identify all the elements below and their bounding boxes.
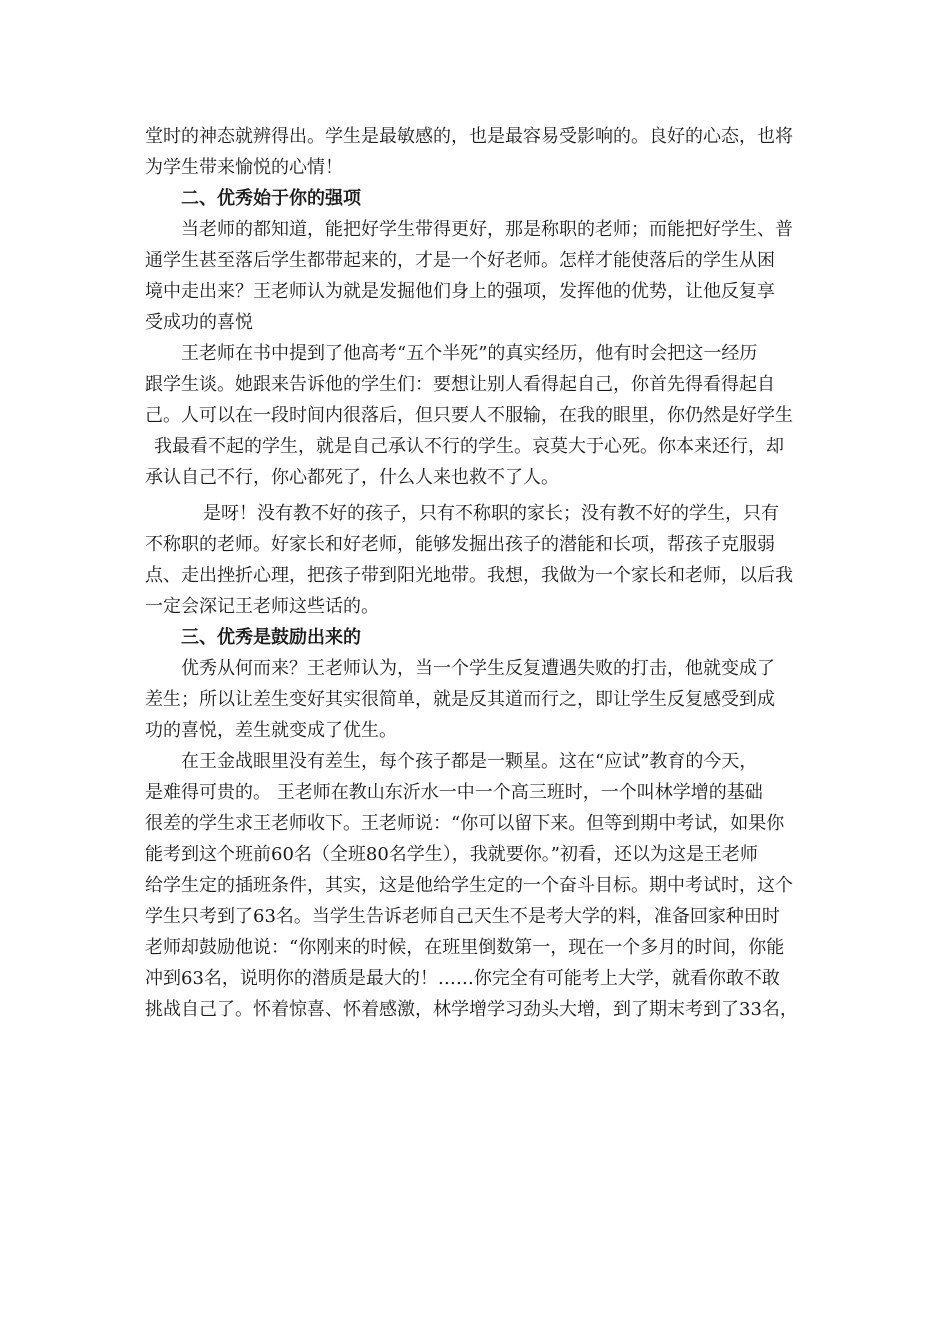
body-text-line: 点、走出挫折心理，把孩子带到阳光地带。我想，我做为一个家长和老师，以后我 — [145, 565, 793, 586]
body-text-line: 挑战自己了。怀着惊喜、怀着感激，林学增学习劲头大增，到了期末考到了33名， — [145, 999, 798, 1020]
document-body — [145, 121, 810, 1025]
section-heading: 三、优秀是鼓励出来的 — [181, 627, 361, 648]
body-text-line: 我最看不起的学生，就是自己承认不行的学生。哀莫大于心死。你本来还行，却 — [154, 436, 784, 457]
body-text-line: 己。人可以在一段时间内很落后，但只要人不服输，在我的眼里，你仍然是好学生 — [145, 405, 793, 426]
section-heading: 二、优秀始于你的强项 — [181, 188, 361, 209]
body-text-line: 通学生甚至落后学生都带起来的，才是一个好老师。怎样才能使落后的学生从困 — [145, 250, 775, 271]
body-text-line: 学生只考到了63名。当学生告诉老师自己天生不是考大学的料，准备回家种田时 — [145, 906, 780, 927]
body-text-line: 功的喜悦，差生就变成了优生。 — [145, 720, 397, 741]
body-text-line: 是难得可贵的。 王老师在教山东沂水一中一个高三班时，一个叫林学增的基础 — [145, 782, 763, 803]
body-text-line: 当老师的都知道，能把好学生带得更好，那是称职的老师；而能把好学生、普 — [181, 219, 793, 240]
body-text-line: 在王金战眼里没有差生，每个孩子都是一颗星。这在“应试”教育的今天， — [181, 751, 758, 772]
body-text-line: 能考到这个班前60名（全班80名学生），我就要你。”初看，还以为这是王老师 — [145, 844, 759, 865]
body-text-line: 一定会深记王老师这些话的。 — [145, 596, 379, 617]
body-text-line: 冲到63名，说明你的潜质是最大的！……你完全有可能考上大学，就看你敢不敢 — [145, 968, 780, 989]
body-text-line: 王老师在书中提到了他高考“五个半死”的真实经历，他有时会把这一经历 — [181, 343, 758, 364]
body-text-line: 优秀从何而来？王老师认为，当一个学生反复遭遇失败的打击，他就变成了 — [181, 658, 775, 679]
body-text-line: 跟学生谈。她跟来告诉他的学生们：要想让别人看得起自己，你首先得看得起自 — [145, 374, 775, 395]
body-text-line: 是呀！没有教不好的孩子，只有不称职的家长；没有教不好的学生，只有 — [203, 503, 779, 524]
body-text-line: 差生；所以让差生变好其实很简单，就是反其道而行之，即让学生反复感受到成 — [145, 689, 775, 710]
body-text-line: 老师却鼓励他说：“你刚来的时候，在班里倒数第一，现在一个多月的时间，你能 — [145, 937, 785, 958]
body-text-line: 受成功的喜悦 — [145, 312, 253, 333]
body-text-line: 给学生定的插班条件，其实，这是他给学生定的一个奋斗目标。期中考试时，这个 — [145, 875, 793, 896]
body-text-line: 承认自己不行，你心都死了，什么人来也救不了人。 — [145, 467, 559, 488]
body-text-line: 很差的学生求王老师收下。王老师说：“你可以留下来。但等到期中考试，如果你 — [145, 813, 785, 834]
body-text-line: 不称职的老师。好家长和好老师，能够发掘出孩子的潜能和长项，帮孩子克服弱 — [145, 534, 775, 555]
body-text-line: 境中走出来？王老师认为就是发掘他们身上的强项，发挥他的优势，让他反复享 — [145, 281, 775, 302]
body-text-line: 为学生带来愉悦的心情！ — [145, 157, 343, 178]
body-text-line: 堂时的神态就辨得出。学生是最敏感的，也是最容易受影响的。良好的心态，也将 — [145, 126, 793, 147]
